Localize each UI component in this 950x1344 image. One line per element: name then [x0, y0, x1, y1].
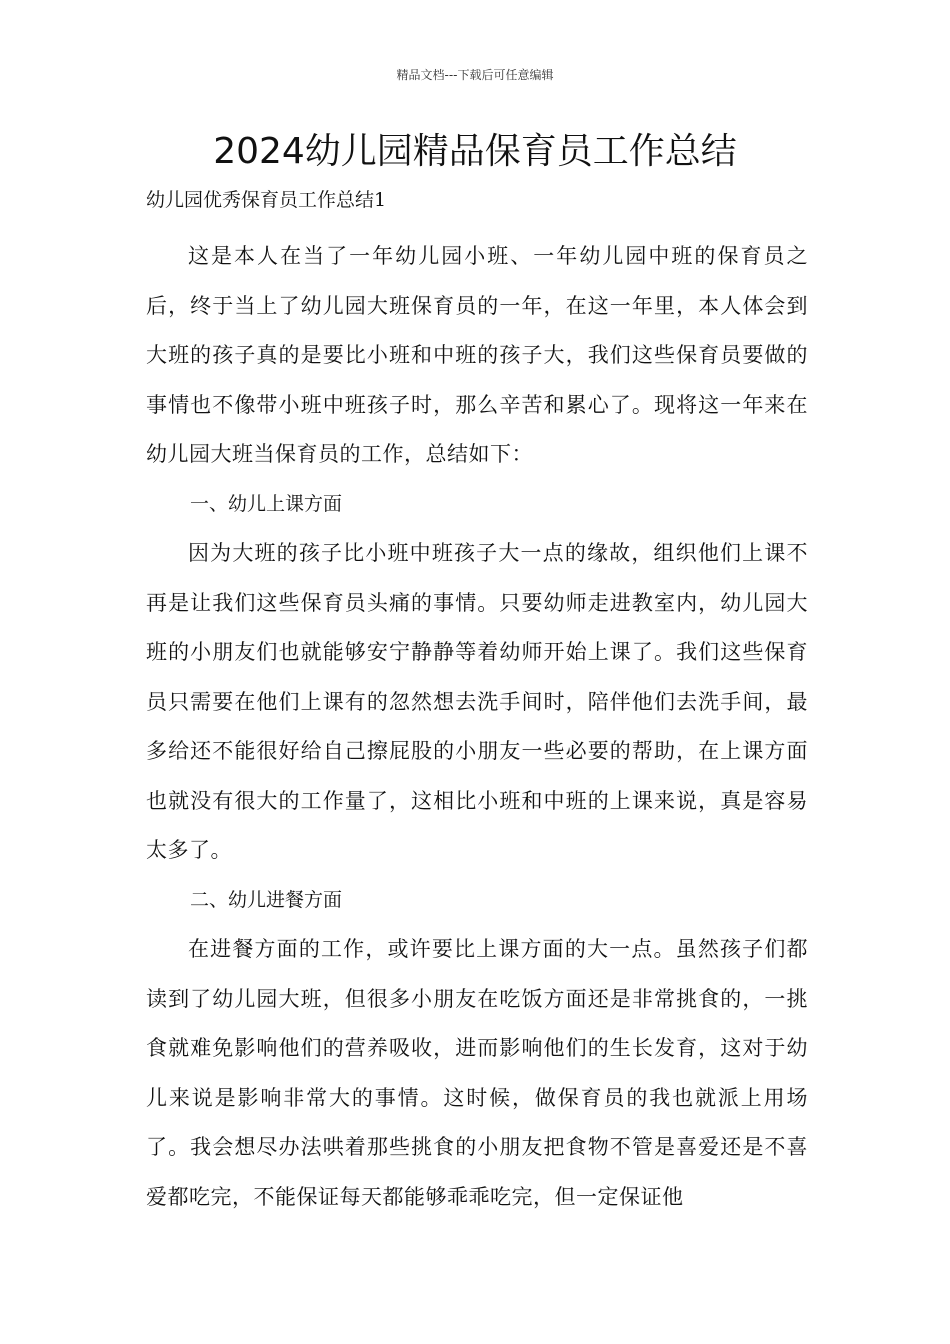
paragraph-class: 因为大班的孩子比小班中班孩子大一点的缘故，组织他们上课不再是让我们这些保育员头痛的事情。只要幼师走进教室内，幼儿园大班的小朋友们也就能够安宁静静等着幼师开始上课了。我们这些保育员只需要在他们上课有的忽然想去洗手间时，陪伴他们去洗手间，最多给还不能很好给自己擦屁股的小朋友一些必要的帮助，在上课方面也就没有很大的工作量了，这相比小班和中班的上课来说，真是容易太多了。	[146, 541, 808, 862]
paragraph-intro: 这是本人在当了一年幼儿园小班、一年幼儿园中班的保育员之后，终于当上了幼儿园大班保育员的一年，在这一年里，本人体会到大班的孩子真的是要比小班和中班的孩子大，我们这些保育员要做的事情也不像带小班中班孩子时，那么辛苦和累心了。现将这一年来在幼儿园大班当保育员的工作，总结如下：	[146, 244, 808, 466]
document-body	[146, 232, 808, 1222]
header-note: 精品文档---下载后可任意编辑	[396, 68, 554, 82]
section-heading-class: 一、幼儿上课方面	[190, 492, 343, 515]
paragraph-meals: 在进餐方面的工作，或许要比上课方面的大一点。虽然孩子们都读到了幼儿园大班，但很多小朋友在吃饭方面还是非常挑食的，一挑食就难免影响他们的营养吸收，进而影响他们的生长发育，这对于幼儿来说是影响非常大的事情。这时候，做保育员的我也就派上用场了。我会想尽办法哄着那些挑食的小朋友把食物不管是喜爱还是不喜爱都吃完，不能保证每天都能够乖乖吃完，但一定保证他	[146, 937, 808, 1209]
section-heading-meals: 二、幼儿进餐方面	[190, 888, 343, 911]
document-title: 2024幼儿园精品保育员工作总结	[213, 131, 737, 172]
document-subtitle: 幼儿园优秀保育员工作总结1	[146, 189, 387, 211]
